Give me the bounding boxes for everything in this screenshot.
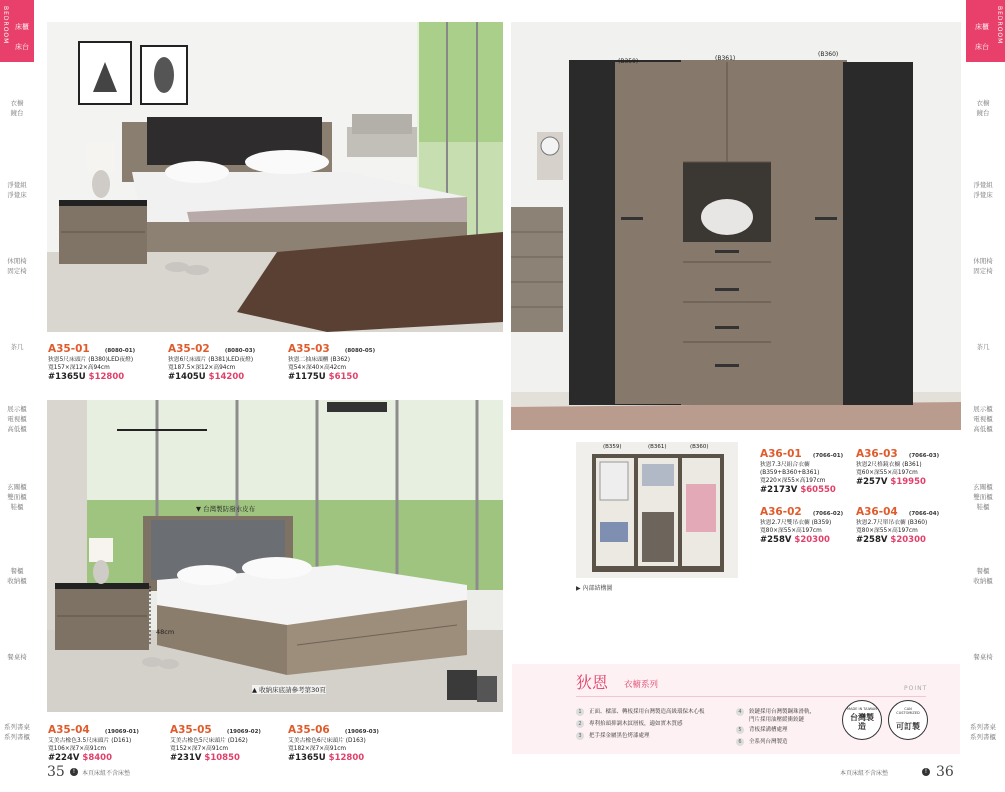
- wardrobe-label: (B361): [715, 55, 736, 62]
- bedroom-photo-bottom: [47, 400, 503, 712]
- product-a36-02[interactable]: [760, 500, 856, 545]
- product-dims: 寬152×深7×高91cm: [170, 746, 229, 752]
- side-tab-right[interactable]: [966, 0, 1005, 62]
- side-index-item[interactable]: 餐櫃 收納櫃: [973, 567, 993, 585]
- product-price: #258V $20300: [760, 535, 830, 545]
- side-index-item[interactable]: 餐櫃 收納櫃: [7, 567, 27, 585]
- product-sub: (19069-02): [226, 729, 261, 735]
- interior-wardrobe-diagram: [576, 442, 738, 578]
- side-index-item[interactable]: 衣櫥 鏡台: [10, 99, 24, 117]
- product-dims: 寬157×深12×高94cm: [48, 365, 110, 371]
- side-index-item[interactable]: 餐桌椅: [973, 653, 993, 661]
- point-item: 2 專利抬頭抑調木紋層板，適如實木質感: [576, 720, 683, 728]
- side-index-item[interactable]: 餐桌椅: [7, 653, 27, 661]
- product-dims: 寬60×深55×高197cm: [856, 470, 918, 476]
- side-tab-item: 床櫃: [975, 23, 989, 31]
- product-a36-03[interactable]: [856, 442, 956, 487]
- point-item: 3 把手採金屬黑色烤漆處理: [576, 732, 650, 740]
- wardrobe-photo: [511, 22, 961, 430]
- bedroom-scene-top: [47, 22, 503, 332]
- product-sub: (8080-03): [224, 348, 256, 354]
- bedroom-scene-bottom: [47, 400, 503, 712]
- side-index-item[interactable]: 休閒椅 固定椅: [973, 257, 993, 275]
- product-sub: (19069-01): [104, 729, 139, 735]
- side-tab-left[interactable]: [0, 0, 34, 62]
- side-index-item[interactable]: 衣櫥 鏡台: [976, 99, 990, 117]
- product-code: A35-05: [170, 724, 212, 736]
- product-sub: (7066-02): [812, 511, 844, 517]
- product-sub: (7066-04): [908, 511, 940, 517]
- product-name: 狄恩6尺床頭片 (B381)LED夜燈): [168, 357, 254, 363]
- wardrobe-scene: [511, 22, 961, 430]
- product-code: A35-02: [168, 343, 210, 355]
- page-number-left: 35: [47, 764, 65, 780]
- interior-label: (B361): [648, 444, 667, 450]
- side-index-item[interactable]: 展示櫃 電視櫃 高低櫃: [7, 405, 27, 433]
- product-sub: (8080-05): [344, 348, 376, 354]
- info-icon: !: [922, 768, 930, 776]
- product-code: A35-03: [288, 343, 330, 355]
- footer-note-left: 本頁床組不含床墊: [82, 770, 131, 777]
- interior-diagram: [576, 442, 738, 578]
- product-name: 狄恩5尺床頭片 (B380)LED夜燈): [48, 357, 134, 363]
- product-price: #2173V $60550: [760, 485, 836, 495]
- product-dims: 寬54×深40×高42cm: [288, 365, 347, 371]
- product-price: #231V $10850: [170, 753, 240, 763]
- product-sub: (8080-01): [104, 348, 136, 354]
- product-a35-01[interactable]: [48, 337, 168, 382]
- series-point-box: [512, 664, 960, 754]
- product-dims: 寬187.5×深12×高94cm: [168, 365, 236, 371]
- annotation-height: 48cm: [156, 628, 175, 636]
- product-dims: 寬106×深7×高91cm: [48, 746, 107, 752]
- interior-label: (B359): [603, 444, 622, 450]
- info-icon: !: [70, 768, 78, 776]
- product-code: A36-03: [856, 448, 898, 460]
- side-tab-en: BEDROOM: [2, 6, 9, 45]
- annotation-storage: ▲ 收納床底請參考第30頁: [252, 686, 326, 694]
- side-index-item[interactable]: 玄關櫃 雙面櫃 鞋櫃: [7, 483, 27, 511]
- product-a36-04[interactable]: [856, 500, 956, 545]
- product-price: #258V $20300: [856, 535, 926, 545]
- product-dims: 寬80×深55×高197cm: [760, 528, 822, 534]
- product-code: A36-02: [760, 506, 802, 518]
- product-code: A35-04: [48, 724, 90, 736]
- product-name: 狄恩二抽床頭櫃 (B362): [288, 357, 350, 363]
- product-code: A36-04: [856, 506, 898, 518]
- wardrobe-label: (B359): [618, 58, 639, 65]
- product-a35-02[interactable]: [168, 337, 288, 382]
- side-tab-item: 床台: [15, 43, 29, 51]
- product-name-2: (B359+B360+B361): [760, 470, 820, 476]
- side-index-item[interactable]: 系列書桌 系列書櫃: [970, 723, 996, 741]
- product-dims: 寬80×深55×高197cm: [856, 528, 918, 534]
- side-index-item[interactable]: 休閒椅 固定椅: [7, 257, 27, 275]
- product-name: 艾美古橡色6尺床頭片 (D163): [288, 738, 366, 744]
- product-dims: 寬220×深55×高197cm: [760, 478, 826, 484]
- product-name: 艾美古橡色5尺床頭片 (D162): [170, 738, 248, 744]
- product-name: 狄恩2.7尺雙吊衣櫥 (B359): [760, 520, 832, 526]
- point-item: 1 正面、樑部、轉板採用台灣製造高級環保木心板: [576, 708, 705, 716]
- product-dims: 寬182×深7×高91cm: [288, 746, 347, 752]
- footer-note-right: 本頁床組不含床墊: [840, 770, 889, 777]
- product-code: A35-06: [288, 724, 330, 736]
- product-name: 狄恩7.3尺組合衣櫥: [760, 462, 810, 468]
- interior-caption: ▶ 內部結構圖: [576, 585, 613, 592]
- product-a35-06[interactable]: [288, 718, 408, 763]
- product-a35-04[interactable]: [48, 718, 170, 763]
- made-in-taiwan-badge: MADE IN TAIWAN 台灣製造: [842, 700, 882, 740]
- page-number-right: 36: [936, 764, 954, 780]
- product-code: A35-01: [48, 343, 90, 355]
- series-title: 狄恩: [576, 673, 609, 692]
- side-index-item[interactable]: 系列書桌 系列書櫃: [4, 723, 30, 741]
- customizable-badge: CAN CUSTOMIZED 可訂製: [888, 700, 928, 740]
- product-name: 狄恩2尺格鏡衣櫥 (B361): [856, 462, 922, 468]
- point-item-continued: 門片採用油壓緩衝鉸鏈: [749, 717, 805, 723]
- product-name: 狄恩2.7尺單吊衣櫥 (B360): [856, 520, 928, 526]
- product-name: 艾美古橡色3.5尺床頭片 (D161): [48, 738, 132, 744]
- side-index-item[interactable]: 淨覺組 淨覺床: [7, 181, 27, 199]
- series-subtitle: 衣櫥系列: [624, 680, 659, 690]
- product-price: #1175U $6150: [288, 372, 359, 382]
- point-label: POINT: [904, 685, 928, 692]
- interior-label: (B360): [690, 444, 709, 450]
- annotation-headboard-fabric: ▼ 台灣製防潑水皮布: [196, 505, 256, 513]
- product-code: A36-01: [760, 448, 802, 460]
- product-price: #1405U $14200: [168, 372, 245, 382]
- side-index-item[interactable]: 玄關櫃 雙面櫃 鞋櫃: [973, 483, 993, 511]
- product-sub: (19069-03): [344, 729, 379, 735]
- side-tab-item: 床台: [975, 43, 989, 51]
- product-sub: (7066-03): [908, 453, 940, 459]
- product-sub: (7066-01): [812, 453, 844, 459]
- side-index-item[interactable]: 展示櫃 電視櫃 高低櫃: [973, 405, 993, 433]
- point-item: 6 全系列台灣製造: [736, 738, 788, 746]
- product-price: #224V $8400: [48, 753, 113, 763]
- product-price: #1365U $12800: [48, 372, 125, 382]
- side-tab-item: 床櫃: [15, 23, 29, 31]
- product-a35-03[interactable]: [288, 337, 408, 382]
- product-a36-01[interactable]: [760, 442, 856, 495]
- side-index-item[interactable]: 茶几: [10, 343, 24, 351]
- product-price: #257V $19950: [856, 477, 926, 487]
- bedroom-photo-top: [47, 22, 503, 332]
- point-item: 4 鉸鏈採用台灣製鋼珠滑軌，: [736, 708, 815, 716]
- side-tab-en: BEDROOM: [996, 6, 1003, 45]
- side-index-item[interactable]: 淨覺組 淨覺床: [973, 181, 993, 199]
- side-index-item[interactable]: 茶几: [976, 343, 990, 351]
- wardrobe-label: (B360): [818, 51, 839, 58]
- product-price: #1365U $12800: [288, 753, 365, 763]
- product-a35-05[interactable]: [170, 718, 290, 763]
- point-item: 5 背板採溝槽處理: [736, 726, 788, 734]
